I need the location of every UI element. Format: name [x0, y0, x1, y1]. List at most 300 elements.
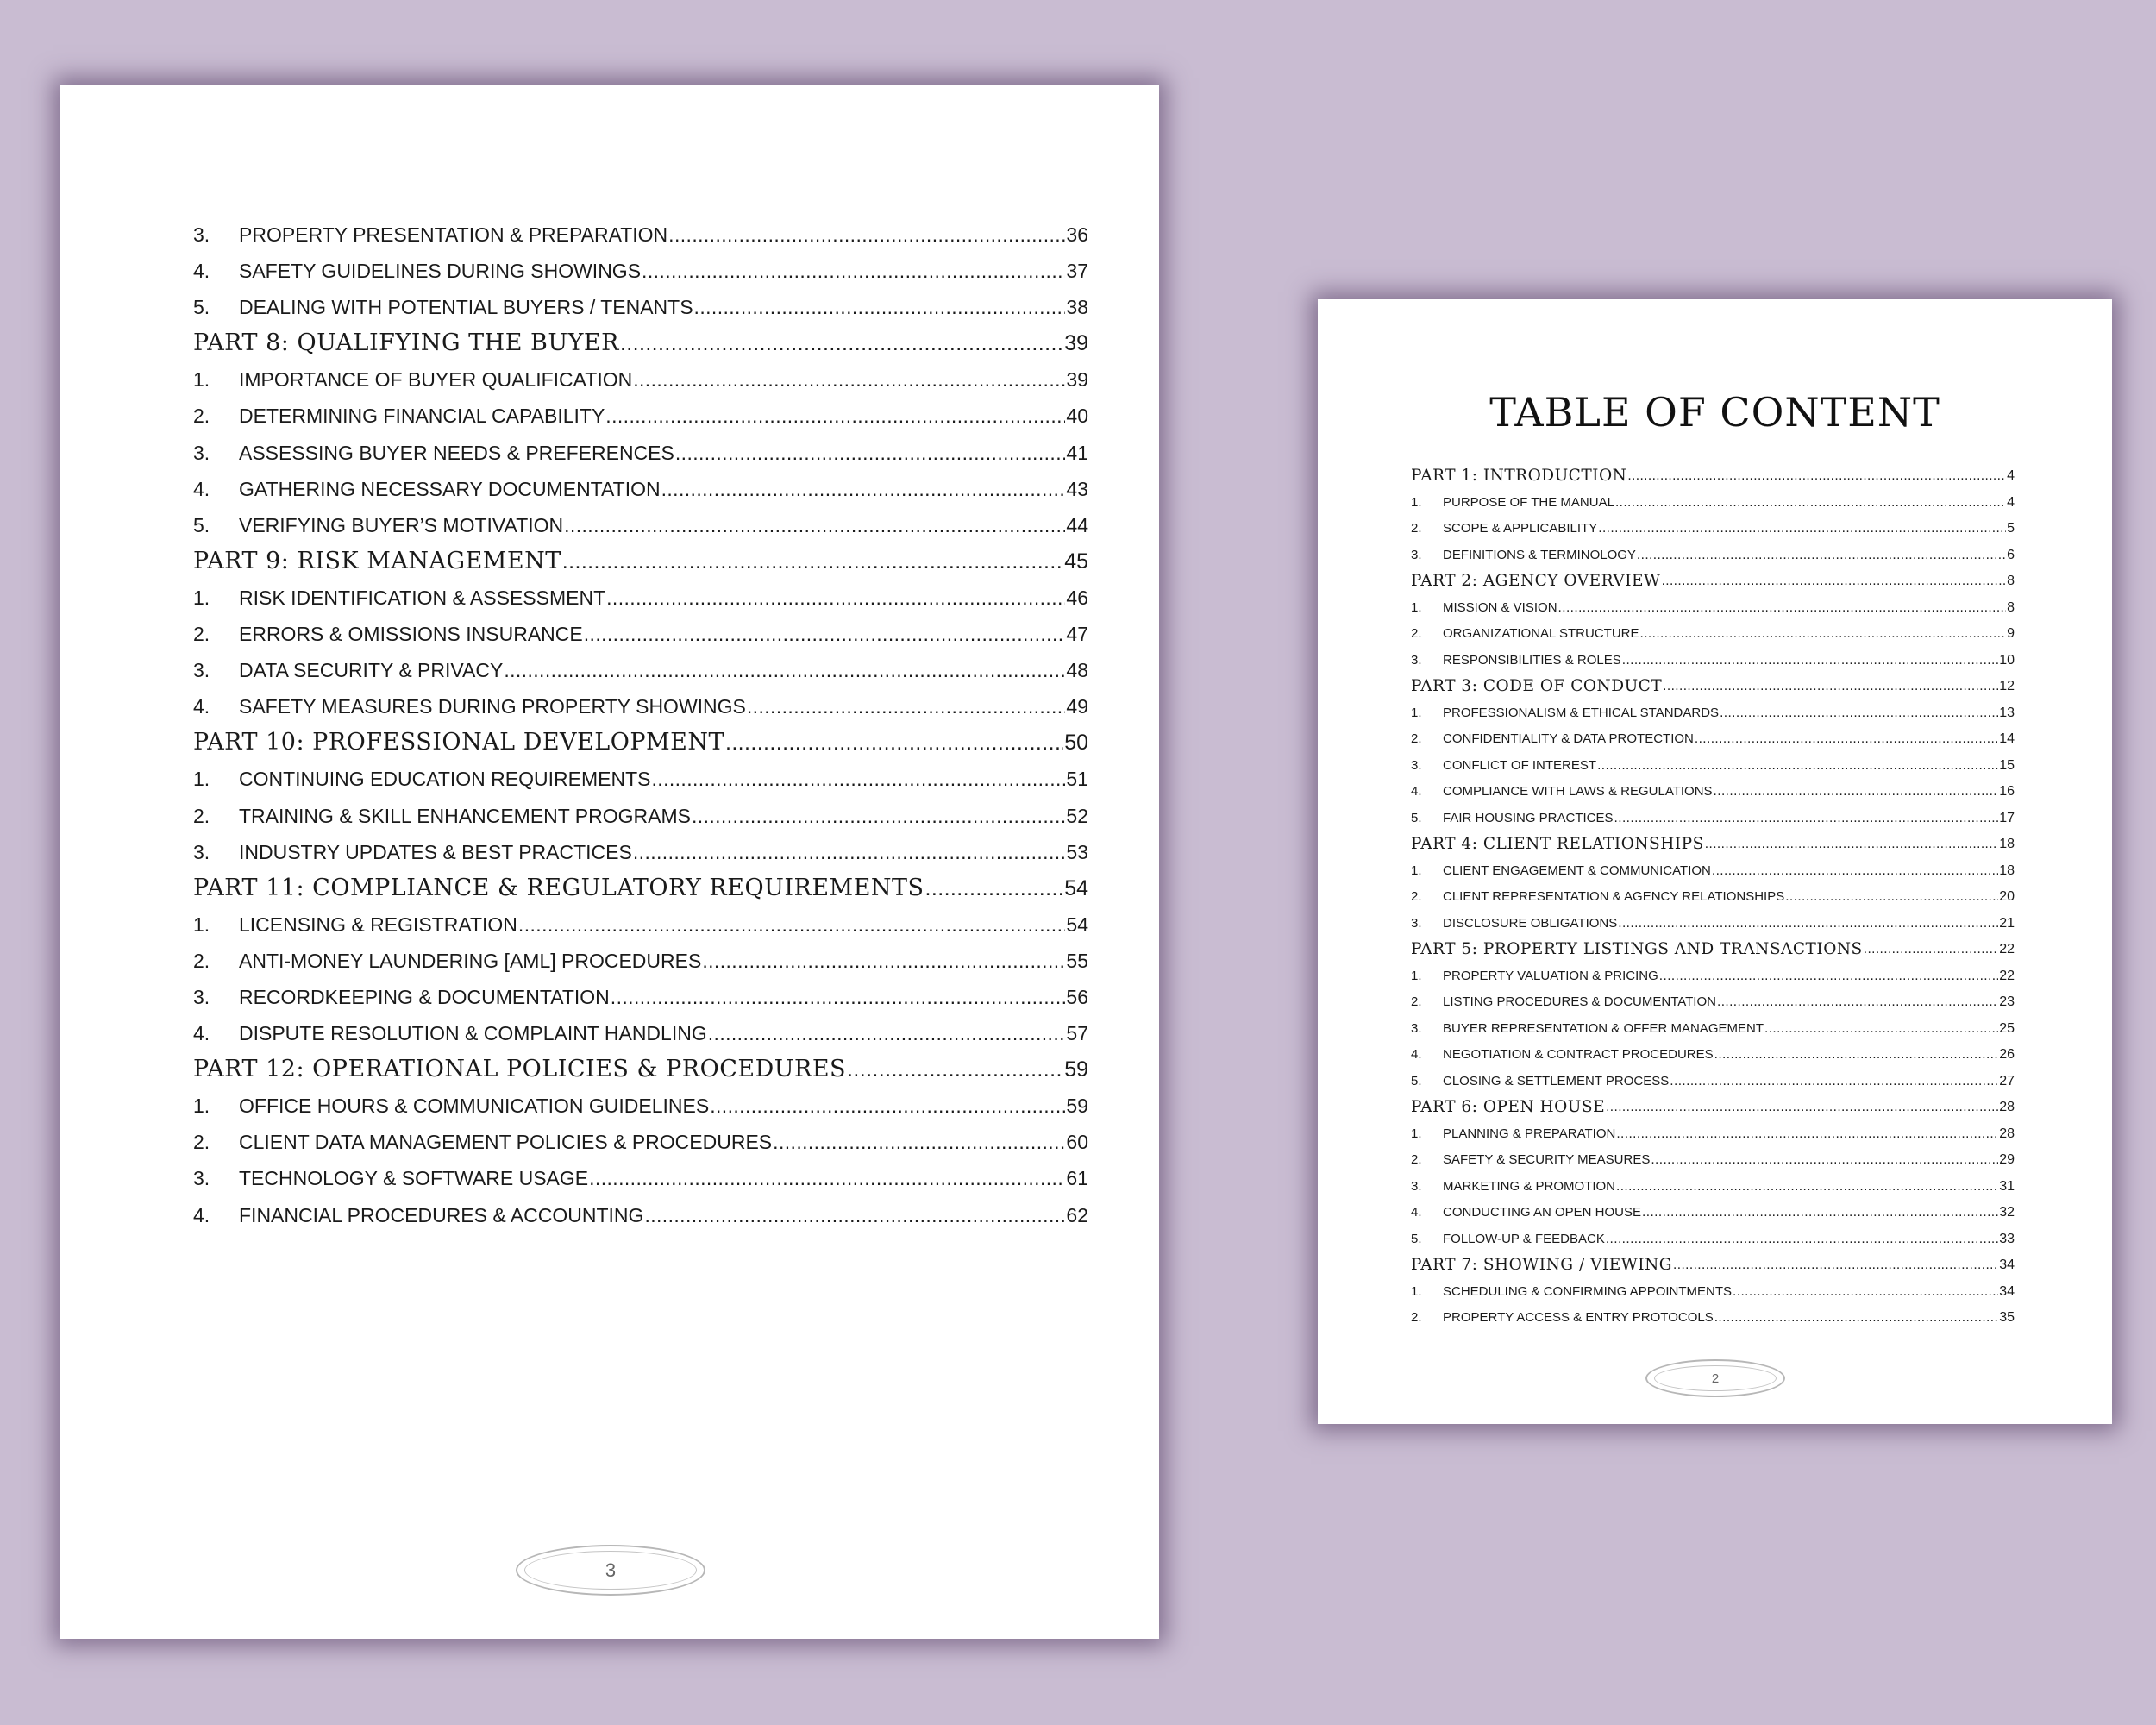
toc-part-heading [193, 325, 1088, 361]
toc-entry [1411, 1147, 2015, 1174]
dot-leader [518, 906, 1066, 943]
toc-page-number: 21 [1999, 915, 2015, 931]
toc-entry-title: FAIR HOUSING PRACTICES [1443, 810, 1614, 825]
dot-leader [1714, 779, 1999, 806]
toc-entry-title: VERIFYING BUYER’S MOTIVATION [239, 513, 564, 536]
toc-page-number: 60 [1066, 1131, 1088, 1154]
toc-entry-number: 1. [193, 768, 210, 791]
toc-entry-number: 2. [193, 623, 210, 646]
toc-part-title: PART 9: RISK MANAGEMENT [193, 547, 561, 574]
dot-leader [725, 724, 1063, 761]
dot-leader [584, 616, 1066, 652]
toc-part-title: PART 12: OPERATIONAL POLICIES & PROCEDURES [193, 1056, 847, 1083]
dot-leader [651, 761, 1065, 797]
toc-part-heading [1411, 463, 2015, 490]
toc-entry [193, 979, 1088, 1015]
toc-entry [193, 253, 1088, 289]
toc-entry-number: 3. [193, 985, 210, 1008]
toc-page-number: 44 [1066, 513, 1088, 536]
toc-entry [1411, 595, 2015, 622]
toc-page-number: 56 [1066, 985, 1088, 1008]
dot-leader [710, 1088, 1065, 1124]
toc-entry-number: 3. [1411, 547, 1422, 562]
toc-page-number: 32 [1999, 1205, 2015, 1220]
toc-entry [193, 216, 1088, 253]
toc-part-title: PART 8: QUALIFYING THE BUYER [193, 329, 619, 357]
toc-entry-title: PLANNING & PREPARATION [1443, 1126, 1616, 1141]
dot-leader [675, 435, 1066, 471]
toc-entry-number: 1. [193, 913, 210, 936]
toc-page-number: 8 [2007, 574, 2015, 588]
toc-page-number: 20 [1999, 889, 2015, 904]
toc-page-number: 37 [1066, 260, 1088, 283]
dot-leader [1712, 858, 1998, 885]
toc-entry-title: SAFETY & SECURITY MEASURES [1443, 1152, 1651, 1167]
toc-page-number: 18 [1999, 837, 2015, 851]
toc-part-title: PART 7: SHOWING / VIEWING [1411, 1256, 1673, 1274]
toc-entry-title: IMPORTANCE OF BUYER QUALIFICATION [239, 368, 633, 392]
toc-entry-title: CONDUCTING AN OPEN HOUSE [1443, 1205, 1642, 1220]
toc-entry [193, 289, 1088, 325]
toc-entry [1411, 648, 2015, 674]
toc-title: TABLE OF CONTENT [1489, 389, 1940, 436]
toc-entry-number: 1. [1411, 494, 1422, 510]
toc-part-heading [1411, 674, 2015, 700]
dot-leader [668, 216, 1065, 253]
toc-page-number: 38 [1066, 296, 1088, 319]
toc-entry-title: ERRORS & OMISSIONS INSURANCE [239, 623, 583, 646]
dot-leader [504, 652, 1065, 688]
toc-entry-number: 2. [1411, 1310, 1422, 1325]
toc-page-number: 25 [1999, 1020, 2015, 1036]
toc-entry-title: CLOSING & SETTLEMENT PROCESS [1443, 1073, 1670, 1088]
toc-entry [193, 435, 1088, 471]
toc-entry-number: 4. [193, 1203, 210, 1226]
toc-entry [1411, 1226, 2015, 1253]
page-number: 3 [605, 1559, 617, 1581]
toc-entry [1411, 884, 2015, 911]
toc-entry-title: COMPLIANCE WITH LAWS & REGULATIONS [1443, 784, 1713, 799]
toc-page-number: 46 [1066, 586, 1088, 609]
dot-leader [1659, 963, 1998, 990]
dot-leader [925, 870, 1064, 906]
toc-part-heading [1411, 937, 2015, 963]
toc-page-number: 35 [1999, 1310, 2015, 1325]
toc-entry-number: 5. [1411, 810, 1422, 825]
dot-leader [708, 1015, 1066, 1051]
dot-leader [1598, 516, 2006, 543]
toc-entry [193, 652, 1088, 688]
toc-page-number: 4 [2007, 468, 2015, 483]
toc-entry [1411, 911, 2015, 938]
toc-page-number: 4 [2007, 494, 2015, 510]
document-page-3 [60, 85, 1159, 1639]
toc-page-number: 5 [2007, 521, 2015, 536]
dot-leader [1640, 621, 2007, 648]
toc-entry-number: 2. [193, 405, 210, 428]
toc-entry-number: 3. [193, 840, 210, 863]
toc-entry-title: DEALING WITH POTENTIAL BUYERS / TENANTS [239, 296, 693, 319]
toc-entry-number: 1. [1411, 862, 1422, 878]
toc-entry-number: 2. [1411, 521, 1422, 536]
toc-entry [1411, 806, 2015, 832]
toc-entry [193, 1124, 1088, 1160]
toc-page-number: 39 [1066, 368, 1088, 392]
toc-entry-title: PURPOSE OF THE MANUAL [1443, 494, 1614, 510]
toc-entry-number: 1. [1411, 1283, 1422, 1299]
toc-entry-title: MARKETING & PROMOTION [1443, 1178, 1616, 1194]
toc-page-number: 41 [1066, 441, 1088, 464]
toc-entry-number: 1. [193, 1095, 210, 1118]
toc-entry-title: CONFIDENTIALITY & DATA PROTECTION [1443, 731, 1694, 746]
toc-part-heading [193, 1051, 1088, 1088]
toc-entry-title: ANTI-MONEY LAUNDERING [AML] PROCEDURES [239, 949, 702, 972]
toc-entry [1411, 858, 2015, 885]
toc-part-heading [1411, 1252, 2015, 1279]
toc-entry-number: 4. [1411, 1047, 1422, 1062]
toc-entry-title: PROFESSIONALISM & ETHICAL STANDARDS [1443, 705, 1720, 720]
toc-entry-title: LICENSING & REGISTRATION [239, 913, 517, 936]
toc-entry-number: 2. [193, 1131, 210, 1154]
toc-entry [193, 834, 1088, 870]
toc-page-number: 6 [2007, 547, 2015, 562]
dot-leader [1642, 1200, 1998, 1226]
toc-entry [1411, 1174, 2015, 1201]
toc-entry-title: DISCLOSURE OBLIGATIONS [1443, 915, 1618, 931]
toc-entry [1411, 989, 2015, 1016]
toc-entry-number: 3. [193, 441, 210, 464]
dot-leader [661, 471, 1066, 507]
dot-leader [1616, 1174, 1998, 1201]
toc-entry [193, 398, 1088, 434]
toc-part-heading [1411, 568, 2015, 595]
toc-entry [1411, 516, 2015, 543]
toc-page-number: 15 [1999, 757, 2015, 773]
toc-entry-title: DATA SECURITY & PRIVACY [239, 659, 504, 682]
toc-page-number: 47 [1066, 623, 1088, 646]
toc-page-number: 52 [1066, 804, 1088, 827]
toc-entry-title: DETERMINING FINANCIAL CAPABILITY [239, 405, 605, 428]
toc-entry-title: MISSION & VISION [1443, 599, 1557, 615]
toc-page-number: 23 [1999, 994, 2015, 1009]
page-number: 2 [1711, 1371, 1720, 1386]
toc-part-title: PART 2: AGENCY OVERVIEW [1411, 572, 1661, 590]
toc-page-number: 22 [1999, 942, 2015, 957]
dot-leader [1714, 1305, 1998, 1332]
dot-leader [1637, 543, 2006, 569]
toc-entry-number: 5. [1411, 1073, 1422, 1088]
toc-entry-title: LISTING PROCEDURES & DOCUMENTATION [1443, 994, 1716, 1009]
toc-part-title: PART 1: INTRODUCTION [1411, 467, 1627, 485]
dot-leader [694, 289, 1066, 325]
toc-entry-number: 4. [193, 1022, 210, 1045]
toc-part-heading [1411, 831, 2015, 858]
toc-entry-title: RISK IDENTIFICATION & ASSESSMENT [239, 586, 606, 609]
toc-entry-title: SCHEDULING & CONFIRMING APPOINTMENTS [1443, 1283, 1733, 1299]
toc-entry [1411, 700, 2015, 727]
toc-page-number: 29 [1999, 1152, 2015, 1167]
toc-entry-title: CONTINUING EDUCATION REQUIREMENTS [239, 768, 651, 791]
toc-page-number: 62 [1066, 1203, 1088, 1226]
dot-leader [611, 979, 1066, 1015]
toc-entry-number: 1. [193, 368, 210, 392]
dot-leader [747, 688, 1066, 724]
toc-page-number: 12 [1999, 679, 2015, 693]
toc-entry-number: 4. [1411, 784, 1422, 799]
toc-entry-number: 4. [193, 260, 210, 283]
toc-page-number: 34 [1999, 1283, 2015, 1299]
toc-entry-title: SCOPE & APPLICABILITY [1443, 521, 1598, 536]
dot-leader [1606, 1226, 1998, 1253]
toc-entry-title: RECORDKEEPING & DOCUMENTATION [239, 985, 610, 1008]
dot-leader [692, 798, 1065, 834]
toc-entry-title: ORGANIZATIONAL STRUCTURE [1443, 626, 1639, 641]
toc-entry-number: 3. [193, 223, 210, 246]
toc-page-number: 48 [1066, 659, 1088, 682]
toc-entry-title: CONFLICT OF INTEREST [1443, 757, 1597, 773]
toc-page-number: 26 [1999, 1047, 2015, 1062]
toc-page-number: 59 [1064, 1057, 1088, 1082]
toc-entry-number: 4. [193, 477, 210, 500]
dot-leader [1651, 1147, 1998, 1174]
dot-leader [1662, 568, 2007, 595]
toc-page-number: 43 [1066, 477, 1088, 500]
dot-leader [847, 1051, 1063, 1088]
dot-leader [1622, 648, 1998, 674]
toc-entry [193, 616, 1088, 652]
toc-entry-number: 2. [1411, 889, 1422, 904]
toc-entry [193, 1015, 1088, 1051]
toc-entry [193, 471, 1088, 507]
toc-entry-title: INDUSTRY UPDATES & BEST PRACTICES [239, 840, 632, 863]
toc-entry-number: 3. [1411, 652, 1422, 668]
page-number-badge [1645, 1359, 1785, 1397]
dot-leader [642, 253, 1065, 289]
toc-entry [193, 943, 1088, 979]
dot-leader [1695, 726, 1998, 753]
toc-entry-number: 5. [1411, 1231, 1422, 1246]
dot-leader [1618, 911, 1998, 938]
toc-entry-title: PROPERTY VALUATION & PRICING [1443, 968, 1658, 983]
toc-entry-number: 3. [1411, 1020, 1422, 1036]
toc-part-title: PART 10: PROFESSIONAL DEVELOPMENT [193, 729, 724, 756]
toc-page-number: 31 [1999, 1178, 2015, 1194]
toc-entry-number: 2. [1411, 626, 1422, 641]
dot-leader [1614, 806, 1999, 832]
toc-entry-number: 3. [1411, 757, 1422, 773]
toc-entry [1411, 1121, 2015, 1148]
toc-entry-number: 1. [1411, 968, 1422, 983]
toc-entry-title: OFFICE HOURS & COMMUNICATION GUIDELINES [239, 1095, 710, 1118]
dot-leader [1714, 1042, 1999, 1069]
toc-entry-number: 2. [1411, 731, 1422, 746]
toc-page-number: 36 [1066, 223, 1088, 246]
toc-entry-title: FINANCIAL PROCEDURES & ACCOUNTING [239, 1203, 644, 1226]
toc-entry-number: 3. [193, 1167, 210, 1190]
dot-leader [633, 834, 1066, 870]
toc-entry-title: DISPUTE RESOLUTION & COMPLAINT HANDLING [239, 1022, 707, 1045]
toc-entry [1411, 726, 2015, 753]
dot-leader [605, 398, 1065, 434]
toc-page-number: 17 [1999, 810, 2015, 825]
toc-page-number: 14 [1999, 731, 2015, 746]
dot-leader [1606, 1095, 1998, 1121]
toc-entry-number: 5. [193, 296, 210, 319]
toc-page-number: 49 [1066, 695, 1088, 718]
dot-leader [773, 1124, 1065, 1160]
toc-page-number: 28 [1999, 1100, 2015, 1114]
toc-page-number: 53 [1066, 840, 1088, 863]
toc-entry-title: CLIENT REPRESENTATION & AGENCY RELATIONSHIPS [1443, 889, 1785, 904]
dot-leader [606, 580, 1065, 616]
toc-page-number: 34 [1999, 1258, 2015, 1272]
toc-page-number: 13 [1999, 705, 2015, 720]
toc-part-heading [193, 724, 1088, 761]
dot-leader [1670, 1069, 1998, 1095]
toc-page-number: 8 [2007, 599, 2015, 615]
toc-entry-number: 3. [193, 659, 210, 682]
dot-leader [633, 361, 1065, 398]
toc-page-number: 9 [2007, 626, 2015, 641]
toc-entry [193, 906, 1088, 943]
toc-entry [1411, 621, 2015, 648]
toc-part-heading [193, 870, 1088, 906]
toc-entry-title: SAFETY MEASURES DURING PROPERTY SHOWINGS [239, 695, 746, 718]
dot-leader [1616, 1121, 1998, 1148]
toc-entry-title: PROPERTY ACCESS & ENTRY PROTOCOLS [1443, 1310, 1714, 1325]
dot-leader [1785, 884, 1998, 911]
toc-entry [1411, 1016, 2015, 1043]
toc-entry-title: GATHERING NECESSARY DOCUMENTATION [239, 477, 661, 500]
toc-page-number: 39 [1064, 331, 1088, 356]
toc-entry [1411, 1305, 2015, 1332]
toc-entry [1411, 753, 2015, 780]
toc-entry [1411, 963, 2015, 990]
dot-leader [1558, 595, 2007, 622]
toc-entry-title: CLIENT ENGAGEMENT & COMMUNICATION [1443, 862, 1711, 878]
toc-entry [193, 580, 1088, 616]
page-number-badge [516, 1545, 705, 1596]
toc-entry [193, 1197, 1088, 1233]
toc-entry-title: BUYER REPRESENTATION & OFFER MANAGEMENT [1443, 1020, 1764, 1036]
toc-entry [193, 688, 1088, 724]
toc-entry [1411, 1069, 2015, 1095]
toc-part-title: PART 6: OPEN HOUSE [1411, 1098, 1606, 1116]
dot-leader [1764, 1016, 1998, 1043]
toc-entry-title: PROPERTY PRESENTATION & PREPARATION [239, 223, 668, 246]
dot-leader [1733, 1279, 1998, 1306]
toc-entry-number: 1. [1411, 705, 1422, 720]
toc-page-number: 40 [1066, 405, 1088, 428]
dot-leader [1705, 831, 1998, 858]
toc-entry [1411, 779, 2015, 806]
dot-leader [589, 1160, 1065, 1196]
dot-leader [1673, 1252, 1998, 1279]
toc-entry [193, 507, 1088, 543]
toc-entry-title: TECHNOLOGY & SOFTWARE USAGE [239, 1167, 589, 1190]
toc-part-heading [1411, 1095, 2015, 1121]
toc-entry-number: 2. [193, 949, 210, 972]
toc-entry [193, 798, 1088, 834]
toc-entry-number: 4. [193, 695, 210, 718]
toc-entry-number: 2. [1411, 994, 1422, 1009]
toc-entry [1411, 1042, 2015, 1069]
toc-list [193, 216, 1088, 1233]
toc-page-number: 54 [1064, 875, 1088, 900]
toc-entry-number: 1. [1411, 1126, 1422, 1141]
toc-entry [1411, 1279, 2015, 1306]
dot-leader [1615, 490, 2006, 517]
toc-part-heading [193, 543, 1088, 580]
toc-entry-number: 1. [193, 586, 210, 609]
document-page-2 [1318, 299, 2112, 1424]
toc-entry-title: TRAINING & SKILL ENHANCEMENT PROGRAMS [239, 804, 691, 827]
toc-page-number: 10 [1999, 652, 2015, 668]
toc-page-number: 22 [1999, 968, 2015, 983]
dot-leader [562, 543, 1063, 580]
toc-entry-title: ASSESSING BUYER NEEDS & PREFERENCES [239, 441, 674, 464]
toc-page-number: 45 [1064, 549, 1088, 574]
toc-part-title: PART 5: PROPERTY LISTINGS AND TRANSACTIONS [1411, 940, 1863, 958]
toc-page-number: 18 [1999, 862, 2015, 878]
toc-entry-number: 5. [193, 513, 210, 536]
dot-leader [620, 325, 1063, 361]
dot-leader [702, 943, 1065, 979]
toc-entry-number: 3. [1411, 1178, 1422, 1194]
toc-part-title: PART 11: COMPLIANCE & REGULATORY REQUIREMENTS [193, 874, 924, 901]
toc-part-title: PART 3: CODE OF CONDUCT [1411, 677, 1663, 695]
toc-entry [193, 1088, 1088, 1124]
toc-page-number: 59 [1066, 1095, 1088, 1118]
toc-page-number: 57 [1066, 1022, 1088, 1045]
toc-part-title: PART 4: CLIENT RELATIONSHIPS [1411, 835, 1704, 853]
toc-entry [193, 761, 1088, 797]
toc-page-number: 27 [1999, 1073, 2015, 1088]
toc-page-number: 54 [1066, 913, 1088, 936]
toc-page-number: 61 [1066, 1167, 1088, 1190]
toc-entry-number: 4. [1411, 1205, 1422, 1220]
toc-entry [193, 1160, 1088, 1196]
toc-page-number: 55 [1066, 949, 1088, 972]
dot-leader [1864, 937, 1998, 963]
dot-leader [1663, 674, 1998, 700]
dot-leader [564, 507, 1065, 543]
dot-leader [1627, 463, 2006, 490]
toc-page-number: 51 [1066, 768, 1088, 791]
toc-page-number: 33 [1999, 1231, 2015, 1246]
toc-list [1411, 463, 2015, 1332]
toc-entry [1411, 543, 2015, 569]
toc-entry [193, 361, 1088, 398]
dot-leader [1720, 700, 1998, 727]
toc-page-number: 50 [1064, 731, 1088, 756]
toc-entry-title: RESPONSIBILITIES & ROLES [1443, 652, 1621, 668]
toc-entry [1411, 490, 2015, 517]
dot-leader [1597, 753, 1998, 780]
toc-entry [1411, 1200, 2015, 1226]
toc-entry-number: 2. [193, 804, 210, 827]
toc-page-number: 16 [1999, 784, 2015, 799]
toc-entry-number: 1. [1411, 599, 1422, 615]
toc-entry-title: SAFETY GUIDELINES DURING SHOWINGS [239, 260, 642, 283]
toc-entry-number: 2. [1411, 1152, 1422, 1167]
toc-entry-title: DEFINITIONS & TERMINOLOGY [1443, 547, 1636, 562]
toc-entry-title: NEGOTIATION & CONTRACT PROCEDURES [1443, 1047, 1714, 1062]
toc-entry-title: FOLLOW-UP & FEEDBACK [1443, 1231, 1605, 1246]
toc-page-number: 28 [1999, 1126, 2015, 1141]
toc-entry-number: 3. [1411, 915, 1422, 931]
toc-entry-title: CLIENT DATA MANAGEMENT POLICIES & PROCEDURES [239, 1131, 773, 1154]
